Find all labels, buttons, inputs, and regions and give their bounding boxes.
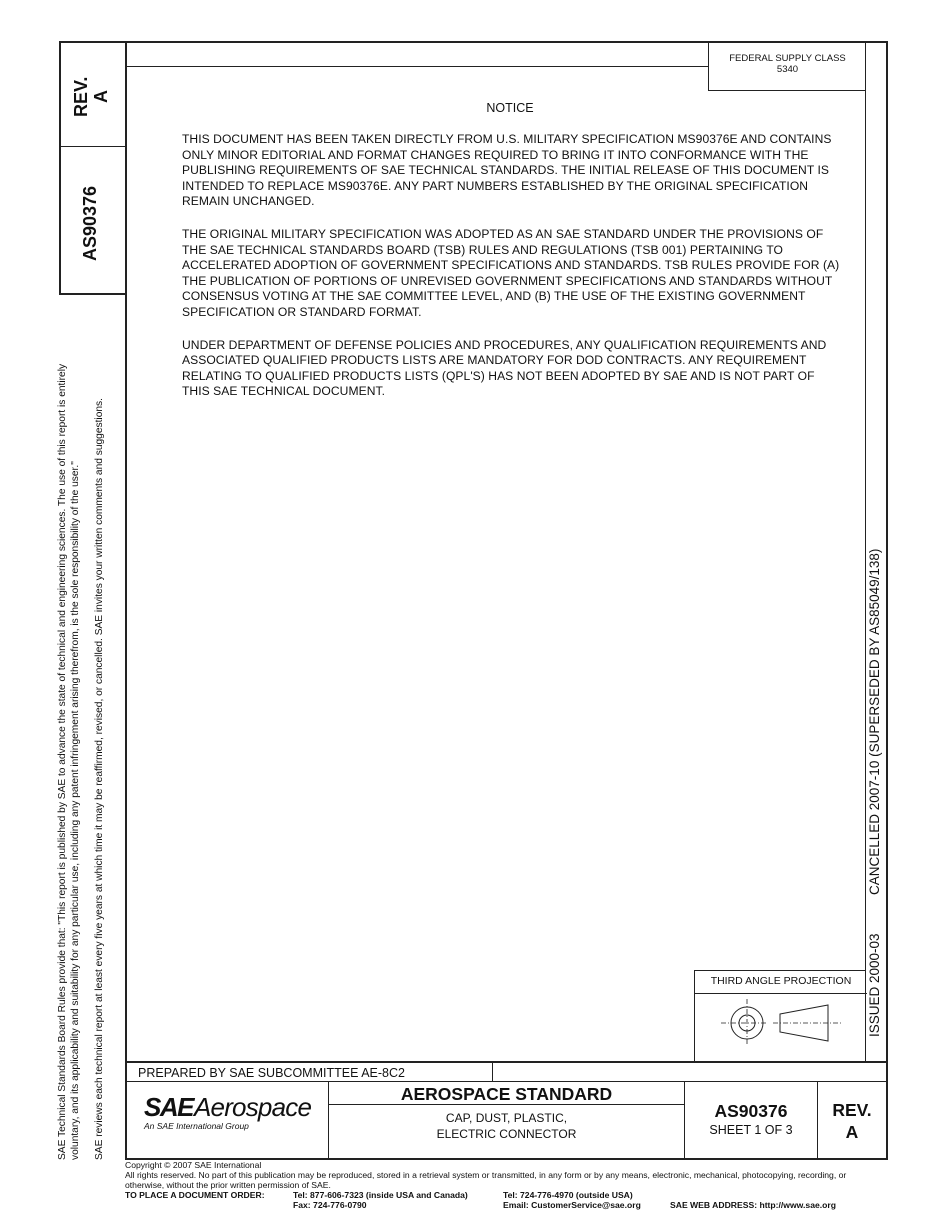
rev-cell: [818, 1099, 886, 1143]
disclaimer-line-3: SAE reviews each technical report at least every five years at which time it may be reaffirmed, revised, or cancelled. SAE invites your written comments and suggestions.: [94, 398, 105, 1160]
tel-usa: Tel: 877-606-7323 (inside USA and Canada): [293, 1190, 468, 1200]
document-title: [328, 1110, 685, 1142]
side-panel-divider: [59, 146, 126, 147]
notice-title: NOTICE: [486, 101, 534, 115]
standard-type: AEROSPACE STANDARD: [400, 1084, 613, 1104]
logo-sae: SAE: [144, 1092, 193, 1122]
title-block-doc-number: AS90376: [714, 1101, 788, 1121]
sheet-number: SHEET 1 OF 3: [709, 1123, 793, 1137]
frame-top: [59, 41, 888, 43]
document-title-line-2: ELECTRIC CONNECTOR: [436, 1127, 577, 1141]
rights-line-1: All rights reserved. No part of this publication may be reproduced, stored in a retrieval system or transmitted, in any form or by any means, electronic, mechanical, photocopying, recording, or: [125, 1169, 847, 1180]
notice-paragraph-3: UNDER DEPARTMENT OF DEFENSE POLICIES AND PROCEDURES, ANY QUALIFICATION REQUIREMENTS AND ASSOCIATED QUALIFIED PRODUCTS LISTS ARE MANDATORY FOR DOD CONTRACTS. ANY REQUIREMENT RELATING TO QUALIFIED PRODUCTS LISTS (QPL'S) HAS NOT BEEN ADOPTED BY SAE AND IS NOT PART OF THIS SAE TECHNICAL DOCUMENT.: [182, 337, 827, 399]
title-block-rev-value: A: [845, 1122, 859, 1142]
copyright: Copyright © 2007 SAE International: [125, 1160, 262, 1170]
side-panel-right: [125, 41, 127, 1160]
header-rule: [125, 66, 709, 67]
prepared-by: PREPARED BY SAE SUBCOMMITTEE AE-8C2: [138, 1066, 405, 1080]
frame-right: [886, 41, 888, 1160]
supply-class-box: [709, 53, 866, 75]
fax: Fax: 724-776-0790: [293, 1200, 367, 1210]
disclaimer-line-2: voluntary, and its applicability and suitability for any particular use, including any patent infringement arising therefrom, is the sole responsibility of the user.": [70, 461, 81, 1160]
docnum-cell: [685, 1101, 817, 1137]
side-rev-label: REV.: [71, 76, 91, 117]
rights-line-2: otherwise, without the prior written permission of SAE.: [125, 1179, 331, 1190]
sae-aerospace-logo: [144, 1092, 324, 1136]
supply-class-label: FEDERAL SUPPLY CLASS: [729, 53, 846, 64]
document-title-line-1: CAP, DUST, PLASTIC,: [445, 1111, 568, 1125]
cancelled-status: CANCELLED 2007-10 (SUPERSEDED BY AS85049/138): [867, 548, 882, 895]
logo-tagline: An SAE International Group: [144, 1121, 249, 1131]
issued-date: ISSUED 2000-03: [867, 933, 882, 1037]
email-link[interactable]: Email: CustomerService@sae.org: [503, 1200, 641, 1210]
projection-box: [694, 970, 866, 1062]
footer: [125, 1161, 895, 1190]
side-panel-bottom: [59, 293, 126, 295]
logo-aerospace: Aerospace: [194, 1092, 312, 1122]
order-label: TO PLACE A DOCUMENT ORDER:: [125, 1190, 265, 1200]
notice-paragraph-2: THE ORIGINAL MILITARY SPECIFICATION WAS ADOPTED AS AN SAE STANDARD UNDER THE PROVISIONS OF THE SAE TECHNICAL STANDARDS BOARD (TSB) RULES AND REGULATIONS (TSB 001) PERTAINING TO ACCELERATED ADOPTION OF GOVERNMENT SPECIFICATIONS AND STANDARDS. TSB RULES PROVIDE FOR (A) THE PUBLICATION OF PORTIONS OF UNREVISED GOVERNMENT SPECIFICATIONS AND STANDARDS WITHOUT CONSENSUS VOTING AT THE SAE COMMITTEE LEVEL, AND (B) THE USE OF THE EXISTING GOVERNMENT SPECIFICATION OR STANDARD FORMAT.: [182, 226, 840, 319]
projection-symbol-icon: [695, 994, 867, 1062]
projection-label: THIRD ANGLE PROJECTION: [710, 975, 852, 987]
title-block-rev-label: REV.: [832, 1100, 872, 1120]
notice-paragraph-1: THIS DOCUMENT HAS BEEN TAKEN DIRECTLY FROM U.S. MILITARY SPECIFICATION MS90376E AND CONTAINS ONLY MINOR EDITORIAL AND FORMAT CHANGES REQUIRED TO BRING IT INTO CONFORMANCE WITH THE PUBLISHING REQUIREMENTS OF SAE TECHNICAL STANDARDS. THE INITIAL RELEASE OF THIS DOCUMENT IS INTENDED TO REPLACE MS90376E. ANY PART NUMBERS ESTABLISHED BY THE ORIGINAL SPECIFICATION REMAIN UNCHANGED.: [182, 132, 832, 209]
prepared-right: [492, 1062, 493, 1082]
side-panel-left: [59, 41, 61, 294]
prepared-divider: [125, 1081, 888, 1082]
tel-outside: Tel: 724-776-4970 (outside USA): [503, 1190, 633, 1200]
supply-class-value: 5340: [776, 64, 799, 75]
notice-body: [182, 132, 842, 417]
title-block-top: [125, 1061, 888, 1063]
side-doc-number: AS90376: [80, 185, 100, 261]
right-margin-rule: [865, 41, 866, 1062]
side-rev-value: A: [91, 90, 111, 103]
disclaimer-line-1: SAE Technical Standards Board Rules provide that: "This report is published by SAE to advance the state of technical and engineering sciences. The use of this report is entirely: [57, 363, 68, 1160]
web-address-link[interactable]: SAE WEB ADDRESS: http://www.sae.org: [670, 1200, 836, 1210]
supply-box-bottom: [708, 90, 866, 91]
